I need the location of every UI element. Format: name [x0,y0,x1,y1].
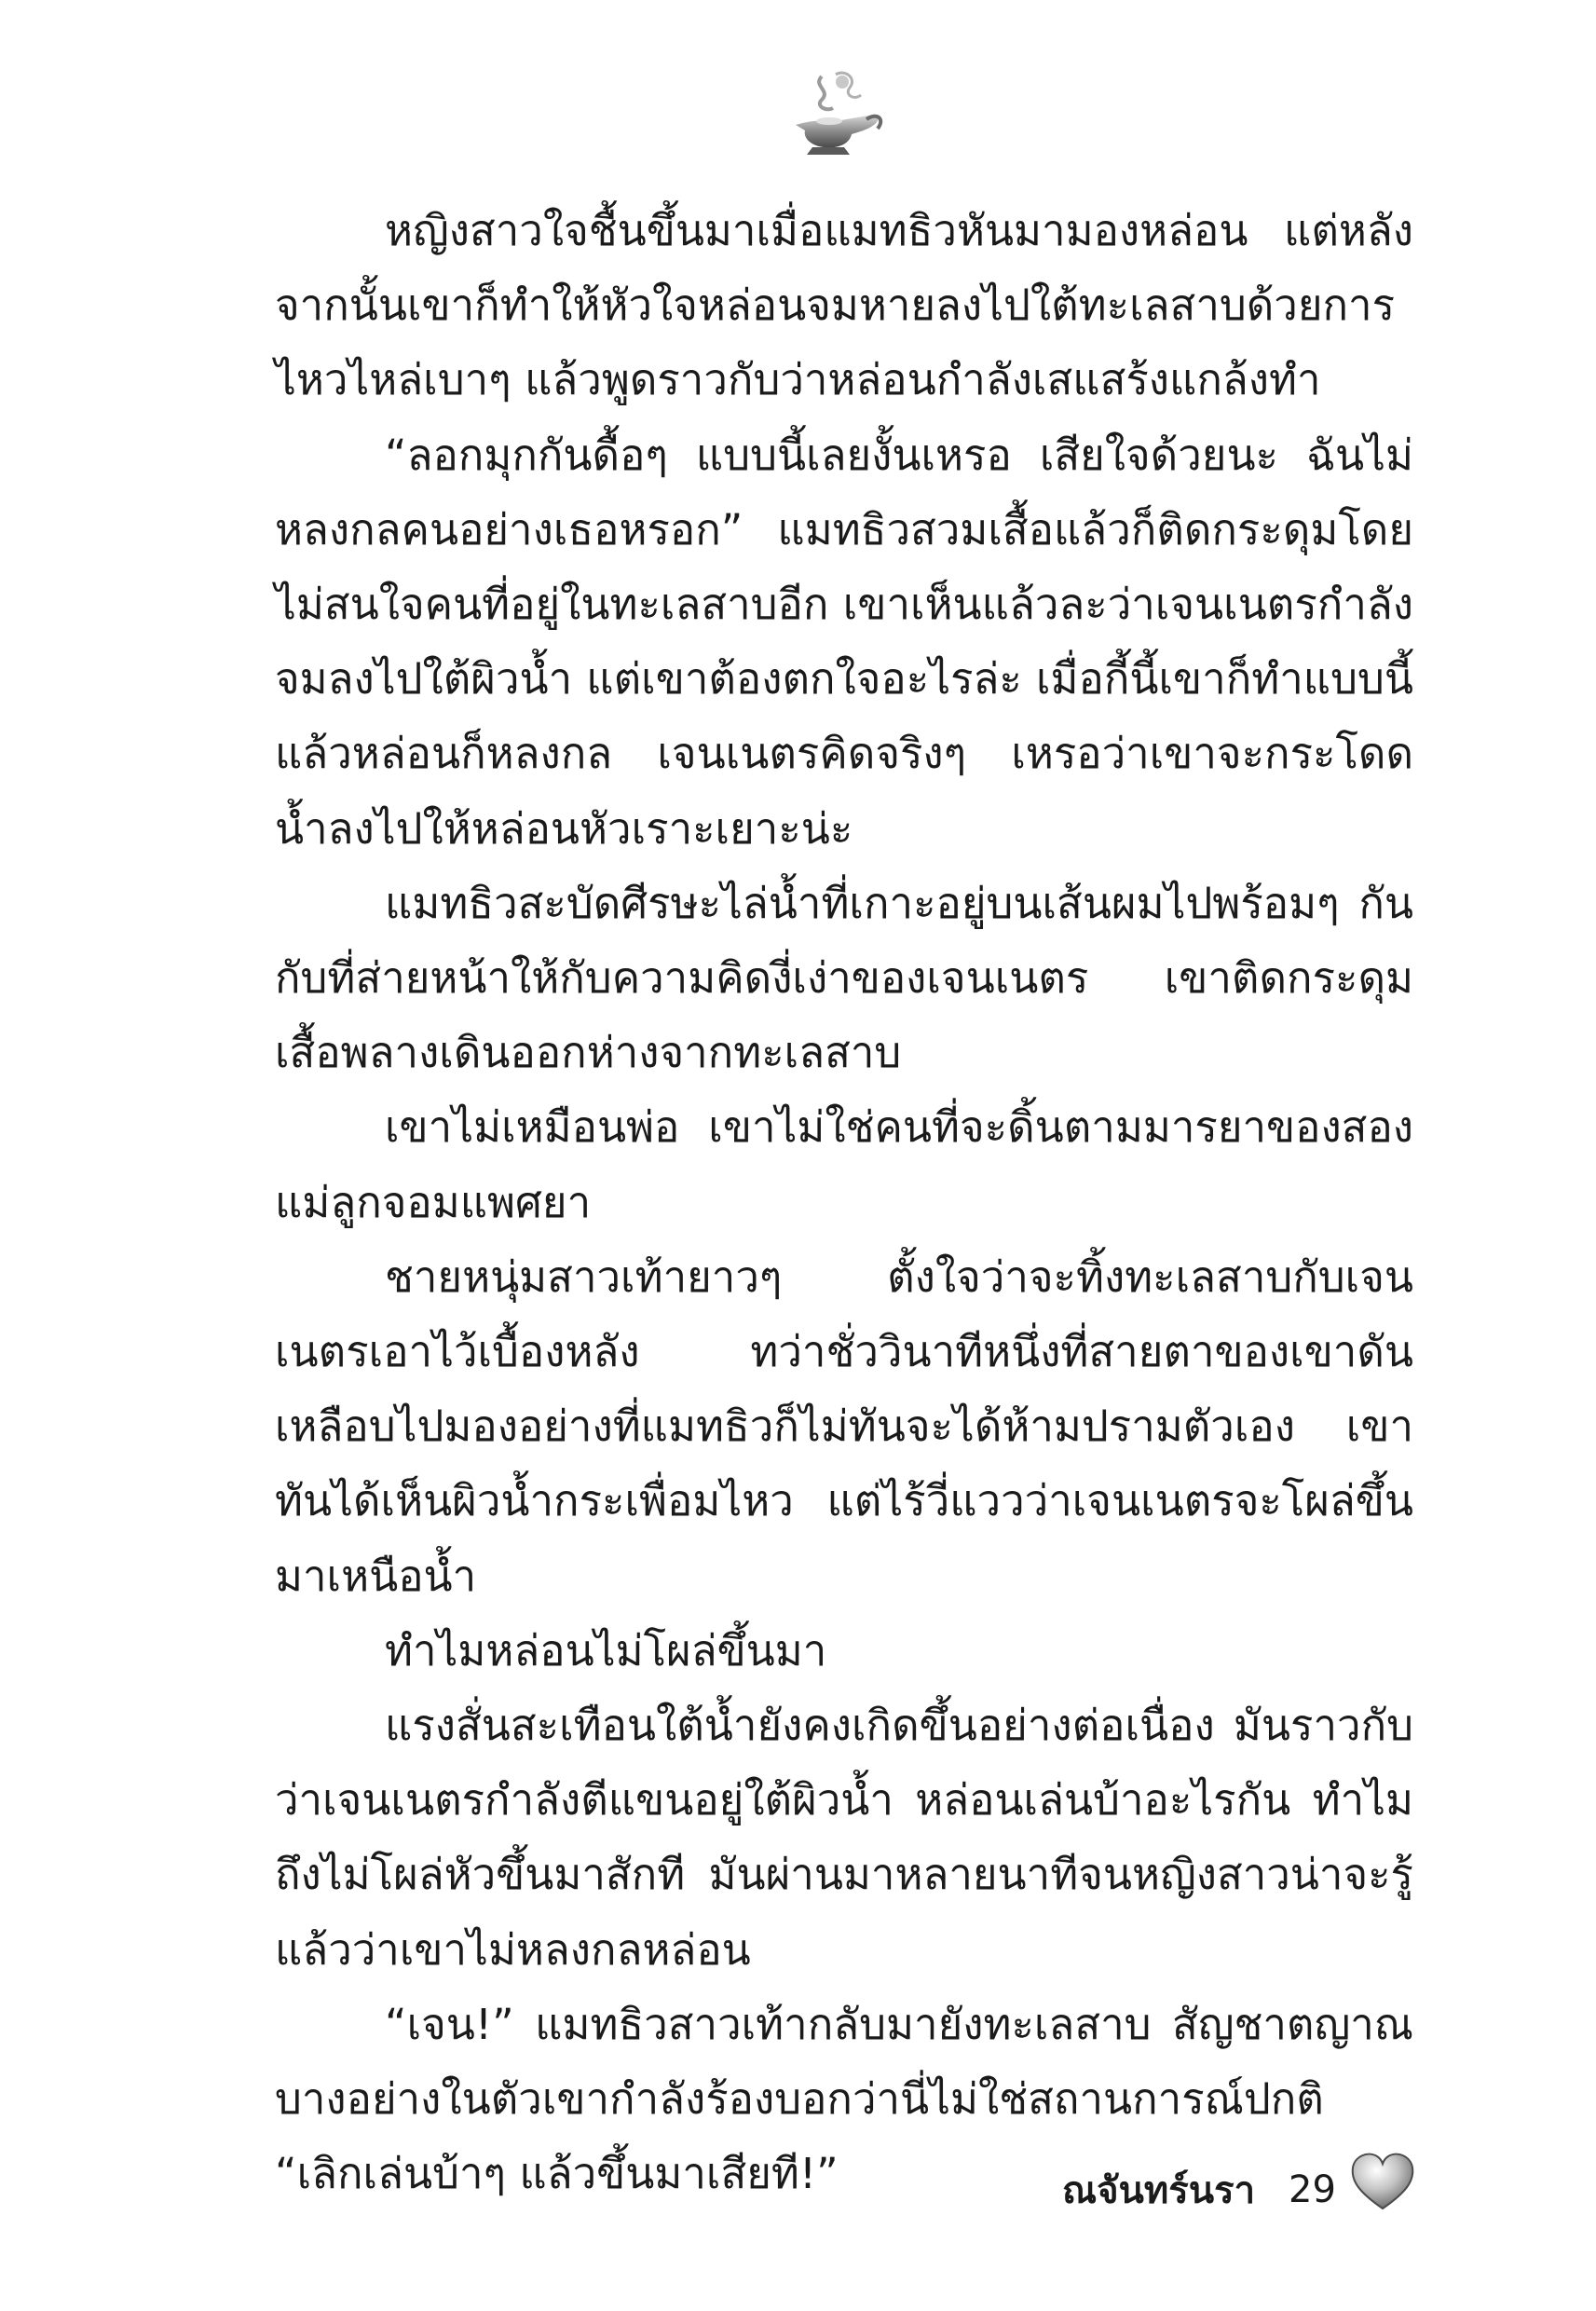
magic-lamp-icon [784,67,887,160]
page-footer [1062,2153,1336,2227]
paragraph: ชายหนุ่มสาวเท้ายาวๆ ตั้งใจว่าจะทิ้งทะเลสาบกับเจนเนตรเอาไว้เบื้องหลัง ทว่าชั่ววินาทีหนึ่งที่สายตาของเขาดันเหลือบไปมองอย่างที่แมทธิวก็ไม่ทันจะได้ห้ามปรามตัวเอง เขาทันได้เห็นผิวน้ำกระเพื่อมไหว แต่ไร้วี่แววว่าเจนเนตรจะโผล่ขึ้นมาเหนือน้ำ [275,1251,1413,1601]
paragraph: “ลอกมุกกันดื้อๆ แบบนี้เลยงั้นเหรอ เสียใจด้วยนะ ฉันไม่หลงกลคนอย่างเธอหรอก” แมทธิวสวมเสื้อแล้วก็ติดกระดุมโดยไม่สนใจคนที่อยู่ในทะเลสาบอีก เขาเห็นแล้วละว่าเจนเนตรกำลังจมลงไปใต้ผิวน้ำ แต่เขาต้องตกใจอะไรล่ะ เมื่อกี้นี้เขาก็ทำแบบนี้แล้วหล่อนก็หลงกล เจนเนตรคิดจริงๆ เหรอว่าเขาจะกระโดดน้ำลงไปให้หล่อนหัวเราะเยาะน่ะ [275,430,1413,854]
paragraph: เขาไม่เหมือนพ่อ เขาไม่ใช่คนที่จะดิ้นตามมารยาของสองแม่ลูกจอมแพศยา [275,1102,1413,1227]
paragraph: ทำไมหล่อนไม่โผล่ขึ้นมา [385,1625,827,1675]
paragraph: หญิงสาวใจชื้นขึ้นมาเมื่อแมทธิวหันมามองหล่อน แต่หลังจากนั้นเขาก็ทำให้หัวใจหล่อนจมหายลงไปใต้ทะเลสาบด้วยการไหวไหล่เบาๆ แล้วพูดราวกับว่าหล่อนกำลังเสแสร้งแกล้งทำ [275,206,1413,405]
paragraph: แมทธิวสะบัดศีรษะไล่น้ำที่เกาะอยู่บนเส้นผมไปพร้อมๆ กันกับที่ส่ายหน้าให้กับความคิดงี่เง่าของเจนเนตร เขาติดกระดุมเสื้อพลางเดินออกห่างจากทะเลสาบ [275,878,1413,1078]
paragraph: “เจน!” แมทธิวสาวเท้ากลับมายังทะเลสาบ สัญชาตญาณบางอย่างในตัวเขากำลังร้องบอกว่านี่ไม่ใช่สถานการณ์ปกติ “เลิกเล่นบ้าๆ แล้วขึ้นมาเสียที!” [275,1999,1413,2199]
body-text [275,194,1413,2211]
author-name: ณจันทร์นรา [1062,2169,1256,2212]
heart-icon [1349,2151,1416,2212]
paragraph: แรงสั่นสะเทือนใต้น้ำยังคงเกิดขึ้นอย่างต่อเนื่อง มันราวกับว่าเจนเนตรกำลังตีแขนอยู่ใต้ผิวน้ำ หล่อนเล่นบ้าอะไรกัน ทำไมถึงไม่โผล่หัวขึ้นมาสักที มันผ่านมาหลายนาทีจนหญิงสาวน่าจะรู้แล้วว่าเขาไม่หลงกลหล่อน [275,1701,1413,1975]
page-number: 29 [1289,2168,1336,2211]
